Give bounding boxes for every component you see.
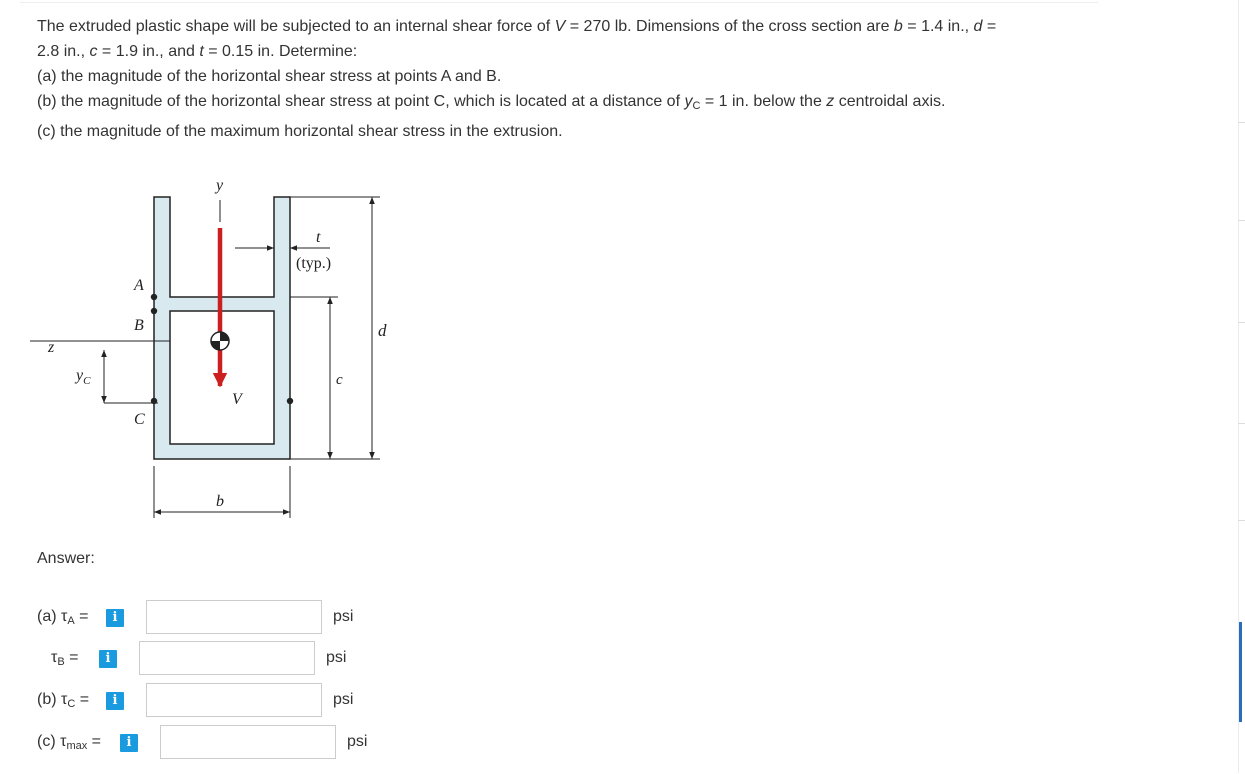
answer-row-tau-max [0,725,420,761]
problem-statement [37,14,1097,144]
label-B: B [134,317,144,334]
answer-row-tau-C [0,683,420,719]
answer-label-tau-A: (a) $\tau_A$ = [37,608,89,627]
label-yc: $y_C$ [76,367,91,387]
right-panel-tick [1238,520,1245,521]
right-panel-tick [1238,322,1245,323]
answer-label-tau-C: (b) $\tau_C$ = [37,691,90,710]
tau-B-input[interactable] [139,641,315,675]
answer-label-tau-max: (c) $\tau_{max}$ = [37,733,102,752]
answer-row-tau-B [0,641,420,677]
tau-C-input[interactable] [146,683,322,717]
answer-label: Answer: [37,550,95,567]
info-icon[interactable]: i [120,734,138,752]
point-C-right [287,398,293,404]
problem-part-a: (a) the magnitude of the horizontal shear stress at points A and B. [37,68,502,85]
right-panel-accent [1239,622,1242,722]
label-d: d [378,321,387,340]
info-icon[interactable]: i [106,609,124,627]
cross-section-figure [30,170,400,530]
unit-label: psi [347,733,368,750]
answer-label-tau-B: $\tau_B$ = [51,649,79,668]
problem-line-2: 2.8 in., c = 1.9 in., and t = 0.15 in. Determine: [37,43,358,60]
unit-label: psi [326,649,347,666]
label-C: C [134,411,145,428]
label-t: t [316,229,321,246]
info-icon[interactable]: i [99,650,117,668]
right-panel-tick [1238,122,1245,123]
label-typ: (typ.) [296,255,332,272]
label-z: z [48,339,55,356]
tau-A-input[interactable] [146,600,322,634]
problem-part-c: (c) the magnitude of the maximum horizontal shear stress in the extrusion. [37,123,563,140]
point-B [151,308,157,314]
label-A: A [134,277,144,294]
unit-label: psi [333,608,354,625]
info-icon[interactable]: i [106,692,124,710]
label-V: V [232,391,242,408]
label-c: c [336,372,343,388]
point-A [151,294,157,300]
answer-row-tau-A [0,600,420,636]
label-b: b [216,493,224,510]
tau-max-input[interactable] [160,725,336,759]
problem-part-b: (b) the magnitude of the horizontal shear stress at point C, which is located at a distance of $y_C = 1$ in. below the z centroidal axis. [37,93,946,112]
unit-label: psi [333,691,354,708]
right-panel-tick [1238,423,1245,424]
label-y: y [216,177,224,194]
problem-line-1: The extruded plastic shape will be subjected to an internal shear force of V = 270 lb. Dimensions of the cross section are b = 1.4 in., d = [37,18,997,35]
right-panel-tick [1238,220,1245,221]
